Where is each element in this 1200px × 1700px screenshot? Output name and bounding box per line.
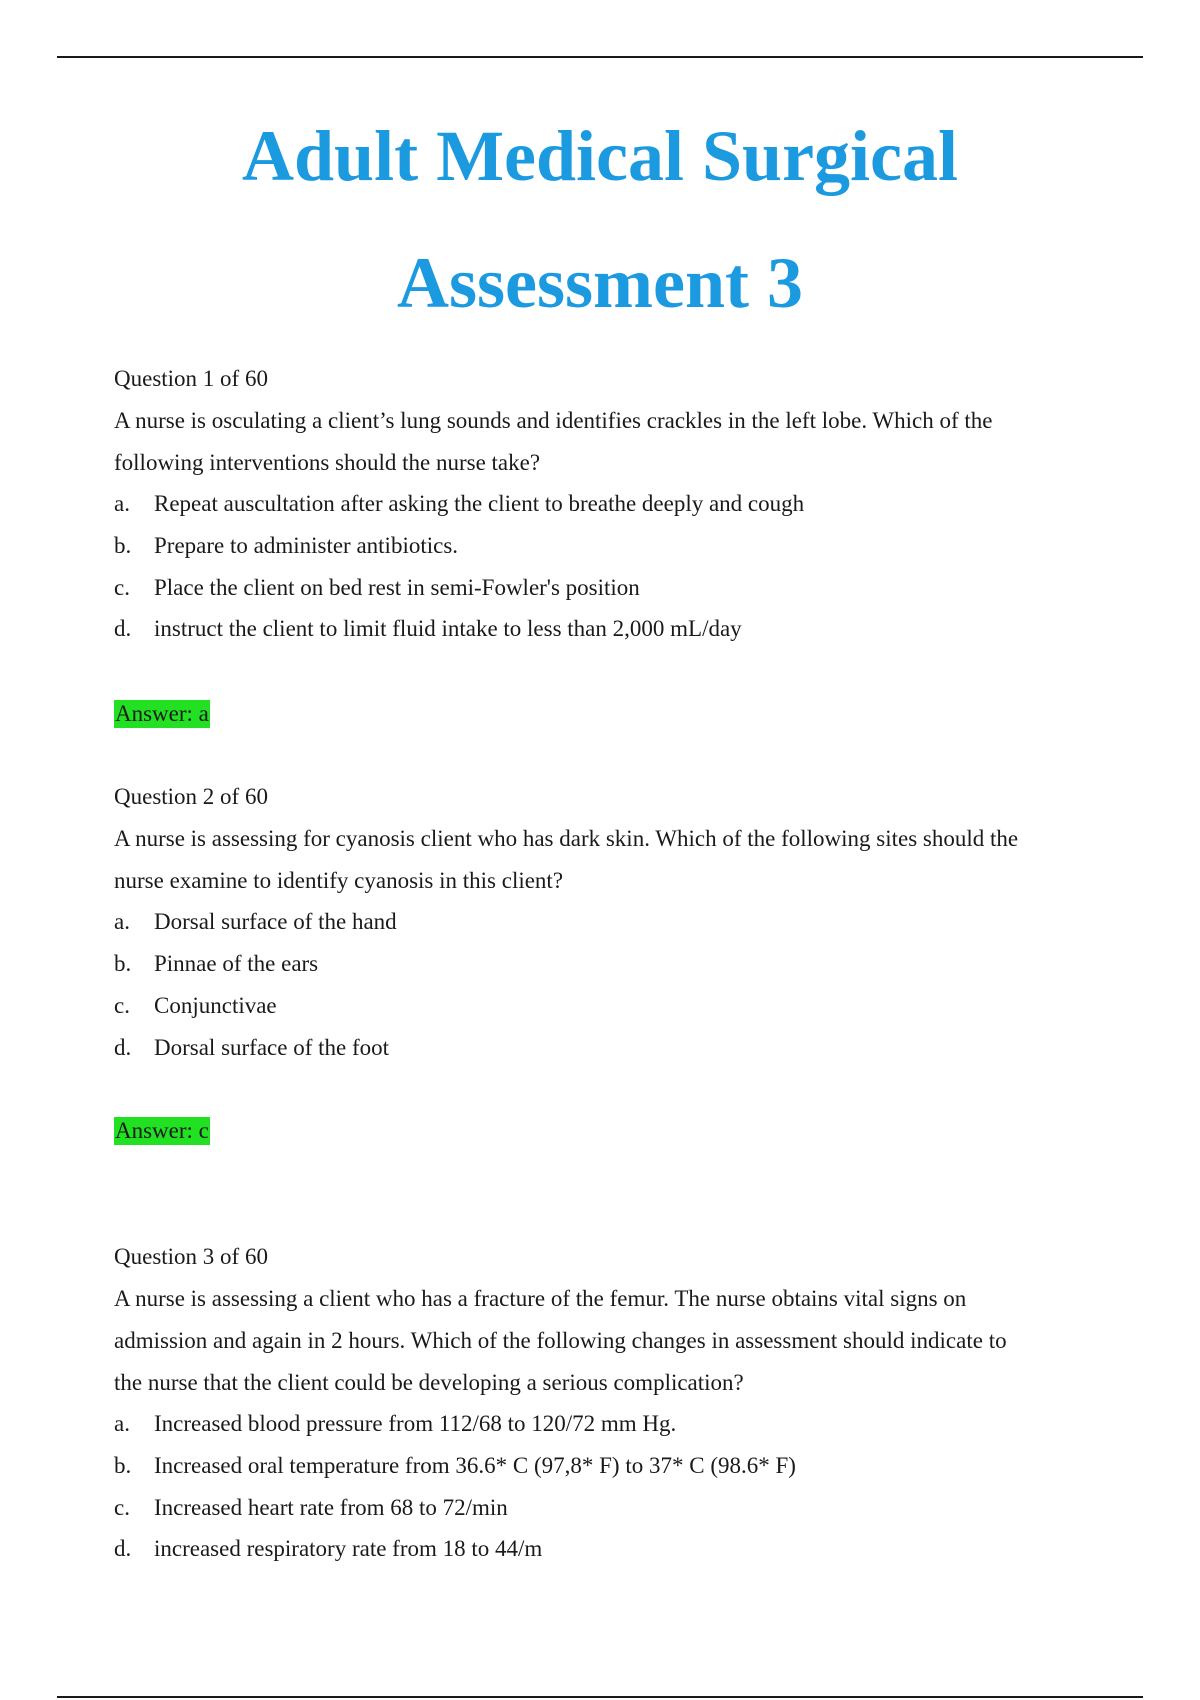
question-3-option-b	[114, 1452, 796, 1480]
question-1-option-a	[114, 490, 804, 518]
question-3-option-a	[114, 1410, 676, 1438]
option-letter: a.	[114, 491, 130, 516]
question-2-text-line-1: A nurse is assessing for cyanosis client who has dark skin. Which of the following sites should the	[114, 826, 1019, 851]
question-1-option-b	[114, 532, 458, 560]
option-text: Increased blood pressure from 112/68 to 120/72 mm Hg.	[154, 1411, 677, 1436]
option-letter: a.	[114, 1411, 130, 1436]
question-2-answer: Answer: c	[115, 1118, 209, 1143]
document-title-line-1: Adult Medical Surgical	[242, 116, 958, 196]
question-3-text	[114, 1278, 1094, 1404]
question-1-option-d	[114, 615, 742, 643]
option-text: increased respiratory rate from 18 to 44/m	[154, 1536, 543, 1561]
question-3-heading: Question 3 of 60	[114, 1244, 268, 1269]
question-1-heading: Question 1 of 60	[114, 366, 268, 391]
question-3-text-line-3: the nurse that the client could be developing a serious complication?	[114, 1370, 744, 1395]
option-letter: d.	[114, 616, 132, 641]
question-1-answer: Answer: a	[115, 701, 209, 726]
question-2-heading: Question 2 of 60	[114, 784, 268, 809]
bottom-rule	[57, 1696, 1143, 1698]
top-rule	[57, 56, 1143, 58]
option-text: Increased heart rate from 68 to 72/min	[154, 1495, 508, 1520]
question-3-option-d	[114, 1535, 542, 1563]
option-letter: b.	[114, 951, 132, 976]
question-2-option-d	[114, 1034, 389, 1062]
option-text: Repeat auscultation after asking the client to breathe deeply and cough	[154, 491, 805, 516]
question-2-option-b	[114, 950, 318, 978]
document-title-line-2: Assessment 3	[397, 243, 803, 323]
question-1-text-line-1: A nurse is osculating a client’s lung sounds and identifies crackles in the left lobe. Which of the	[114, 408, 993, 433]
option-text: Dorsal surface of the hand	[154, 909, 397, 934]
question-1-text-line-2: following interventions should the nurse take?	[114, 450, 541, 475]
question-3-option-c	[114, 1494, 508, 1522]
option-letter: c.	[114, 993, 130, 1018]
option-text: Conjunctivae	[154, 993, 277, 1018]
question-1-text	[114, 400, 1094, 484]
option-text: instruct the client to limit fluid intake to less than 2,000 mL/day	[154, 616, 742, 641]
option-letter: d.	[114, 1536, 132, 1561]
question-2-text	[114, 818, 1094, 902]
question-3-text-line-1: A nurse is assessing a client who has a fracture of the femur. The nurse obtains vital signs on	[114, 1286, 967, 1311]
question-2-text-line-2: nurse examine to identify cyanosis in this client?	[114, 868, 564, 893]
option-letter: c.	[114, 575, 130, 600]
option-text: Prepare to administer antibiotics.	[154, 533, 459, 558]
question-2-option-a	[114, 908, 397, 936]
option-letter: b.	[114, 1453, 132, 1478]
question-2-option-c	[114, 992, 277, 1020]
option-text: Pinnae of the ears	[154, 951, 319, 976]
question-3-text-line-2: admission and again in 2 hours. Which of the following changes in assessment should indicate to	[114, 1328, 1007, 1353]
option-text: Increased oral temperature from 36.6* C (97,8* F) to 37* C (98.6* F)	[154, 1453, 796, 1478]
option-letter: b.	[114, 533, 132, 558]
option-text: Place the client on bed rest in semi-Fowler's position	[154, 575, 640, 600]
question-1-option-c	[114, 574, 640, 602]
option-letter: a.	[114, 909, 130, 934]
option-letter: d.	[114, 1035, 132, 1060]
option-text: Dorsal surface of the foot	[154, 1035, 390, 1060]
option-letter: c.	[114, 1495, 130, 1520]
